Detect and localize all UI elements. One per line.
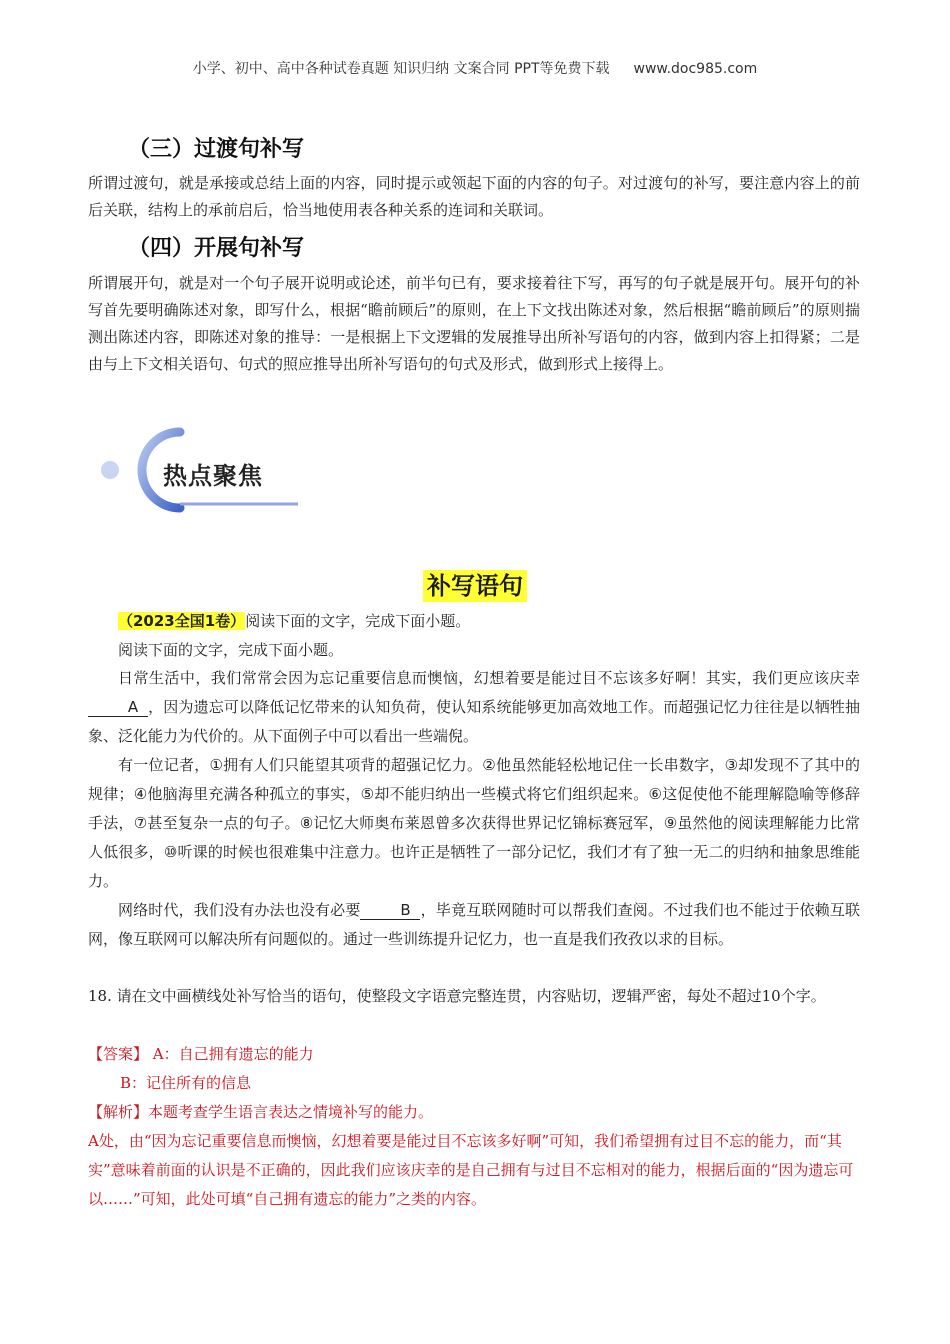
passage-text: 网络时代，我们没有办法也没有必要: [118, 901, 361, 919]
answer-block: [88, 1040, 868, 1214]
section3-title: （三）过渡句补写: [128, 137, 305, 162]
analysis-intro: 本题考查学生语言表达之情境补写的能力。: [148, 1103, 434, 1121]
section4-body: [88, 270, 860, 378]
topic-title-text: 补写语句: [423, 570, 527, 602]
blank-b: B: [360, 901, 420, 920]
question-intro-line1: [118, 610, 470, 631]
passage-text: ，因为遗忘可以降低记忆带来的认知负荷，使认知系统能够更加高效地工作。而超强记忆力往往是以牺牲抽象、泛化能力为代价的。从下面例子中可以看出一些端倪。: [88, 698, 860, 745]
intro-text-2: 阅读下面的文字，完成下面小题。: [118, 641, 344, 659]
question-intro-line2: [118, 639, 343, 660]
analysis-label: 【解析】: [88, 1103, 149, 1121]
answer-b: B：记住所有的信息: [120, 1074, 252, 1092]
header-text: 小学、初中、高中各种试卷真题 知识归纳 文案合同 PPT等免费下载: [192, 61, 610, 77]
banner-dot: [101, 461, 119, 479]
section4-paragraph: 所谓展开句，就是对一个句子展开说明或论述，前半句已有，要求接着往下写，再写的句子就是展开句。展开句的补写首先要明确陈述对象，即写什么，根据“瞻前顾后”的原则，在上下文找出陈述对象，然后根据“瞻前顾后”的原则揣测出陈述内容，即陈述对象的推导：一是根据上下文逻辑的发展推导出所补写语句的内容，做到内容上扣得紧；二是由与上下文相关语句、句式的照应推导出所补写语句的句式及形式，做到形式上接得上。: [88, 274, 860, 373]
question-18: 18. 请在文中画横线处补写恰当的语句，使整段文字语意完整连贯，内容贴切，逻辑严密，每处不超过10个字。: [88, 987, 826, 1005]
analysis-body: A处，由“因为忘记重要信息而懊恼，幻想着要是能过目不忘该多好啊”可知，我们希望拥有过目不忘的能力，而“其实”意味着前面的认识是不正确的，因此我们应该庆幸的是自己拥有与过目不忘相对的能力，根据后面的“因为遗忘可以……”可知，此处可填“自己拥有遗忘的能力”之类的内容。: [88, 1132, 854, 1208]
section3-body: [88, 170, 860, 224]
analysis-line: [88, 1098, 868, 1127]
topic-title: [0, 566, 950, 601]
banner-title: 热点聚焦: [163, 462, 263, 490]
year-tag: （2023全国1卷）: [118, 612, 246, 630]
header-site-link[interactable]: www.doc985.com: [633, 61, 758, 77]
section3-paragraph: 所谓过渡句，就是承接或总结上面的内容，同时提示或领起下面的内容的句子。对过渡句的补写，要注意内容上的前后关联，结构上的承前启后，恰当地使用表各种关系的连词和关联词。: [88, 174, 860, 219]
page-header: [0, 58, 950, 78]
passage-text: ，毕竟互联网随时可以帮我们查阅。不过我们也不能过于依赖互联网，像互联网可以解决所有问题似的。通过一些训练提升记忆力，也一直是我们孜孜以求的目标。: [88, 901, 860, 948]
blank-a: A: [88, 698, 148, 717]
reading-passage: [88, 664, 860, 954]
passage-text: 日常生活中，我们常常会因为忘记重要信息而懊恼，幻想着要是能过目不忘该多好啊！其实，我们更应该庆幸: [118, 669, 860, 687]
section4-title: （四）开展句补写: [128, 236, 305, 261]
passage-paragraph-2: 有一位记者，①拥有人们只能望其项背的超强记忆力。②他虽然能轻松地记住一长串数字，③却发现不了其中的规律；④他脑海里充满各种孤立的事实，⑤却不能归纳出一些模式将它们组织起来。⑥这促使他不能理解隐喻等修辞手法，⑦甚至复杂一点的句子。⑧记忆大师奥布莱恩曾多次获得世界记忆锦标赛冠军，⑨虽然他的阅读理解能力比常人低很多，⑩听课的时候也很难集中注意力。也许正是牺牲了一部分记忆，我们才有了独一无二的归纳和抽象思维能力。: [88, 756, 860, 890]
intro-text-1: 阅读下面的文字，完成下面小题。: [245, 612, 471, 630]
answer-label: 【答案】: [88, 1045, 149, 1063]
passage-paragraph-1: [88, 664, 860, 751]
passage-paragraph-3: [88, 896, 860, 954]
answer-a: A：自己拥有遗忘的能力: [152, 1045, 314, 1063]
answer-line-a: [88, 1040, 868, 1069]
